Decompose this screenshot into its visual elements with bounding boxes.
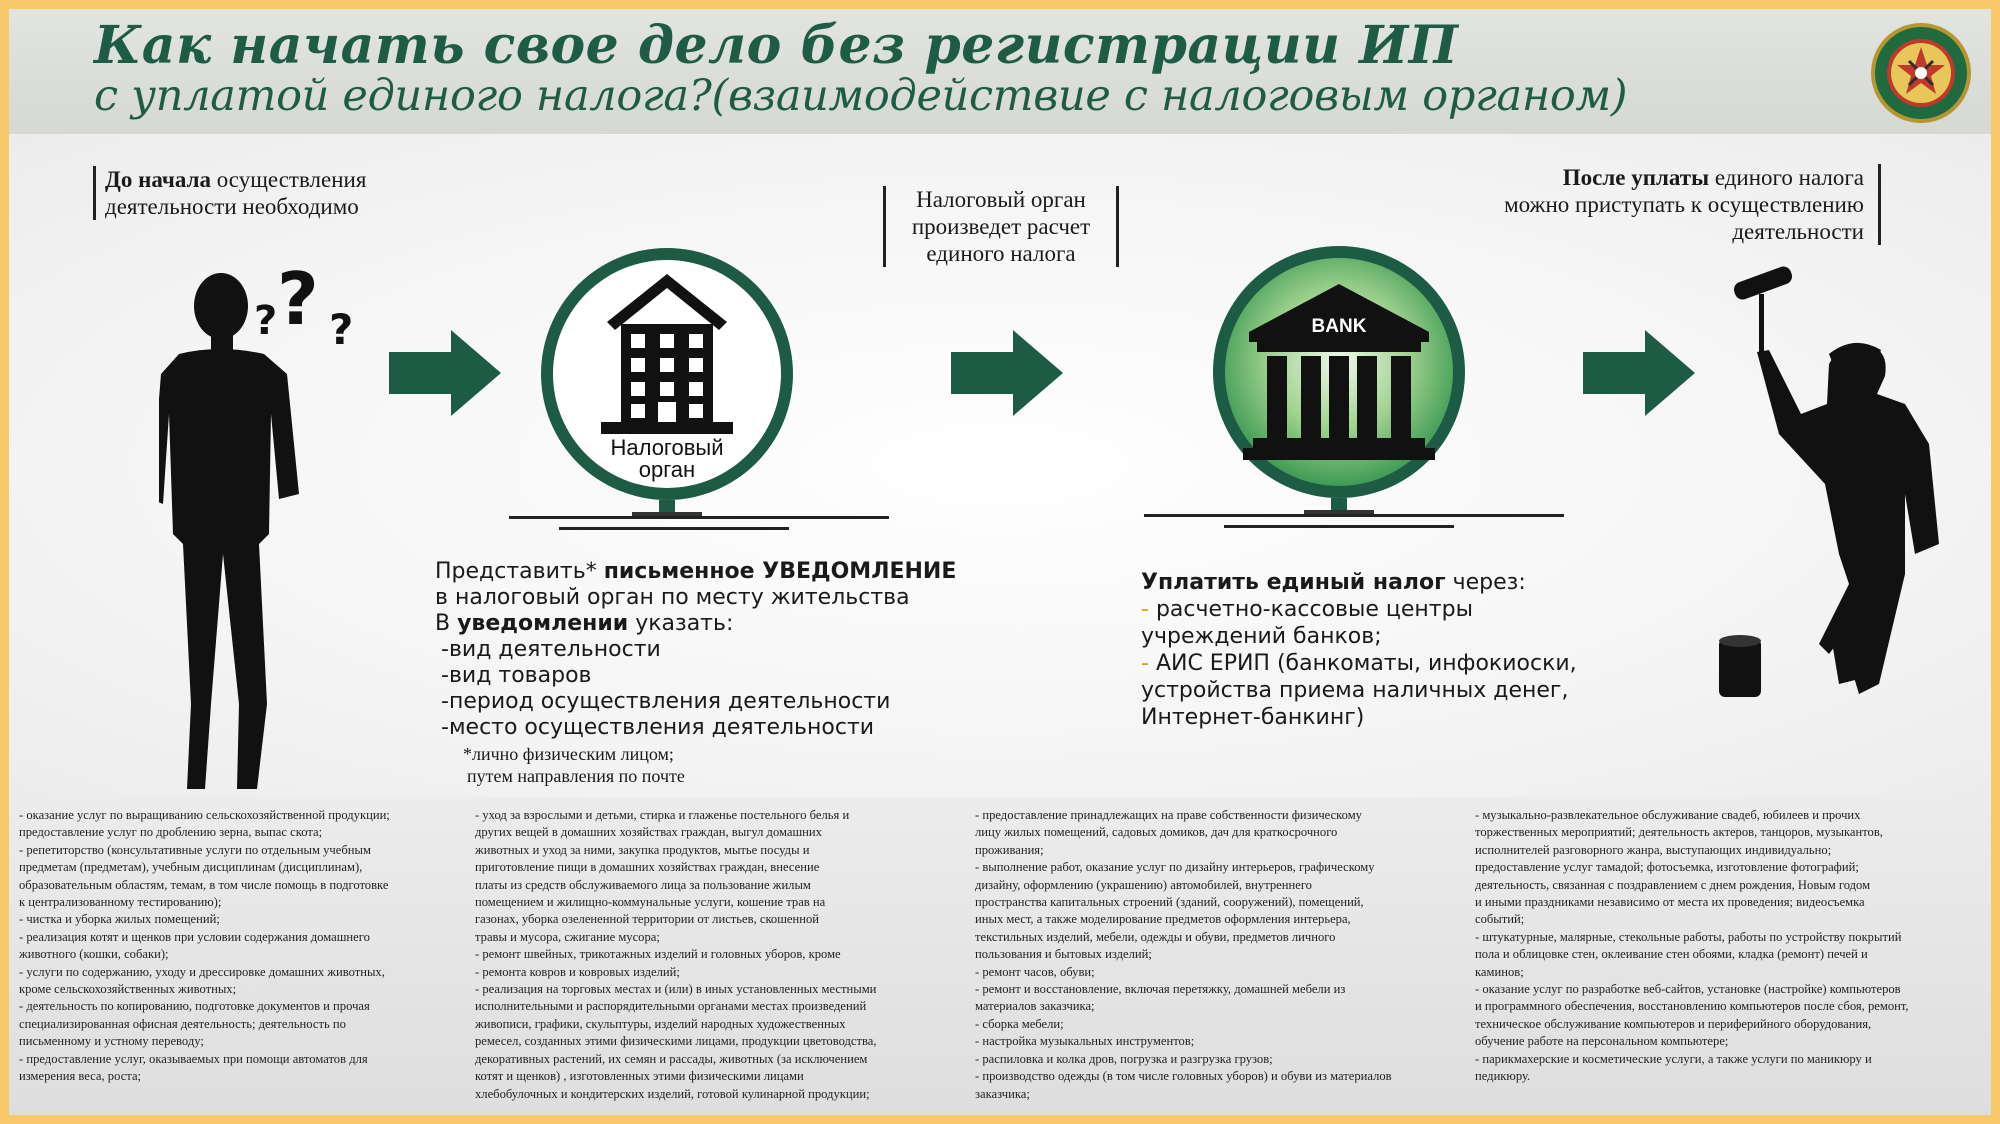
notify-line3-pre: В (435, 611, 458, 636)
list-item: - репетиторство (консультативные услуги по отдельным учебным (19, 842, 371, 857)
notify-footnote2: путем направления по почте (467, 766, 685, 786)
list-item: котят и щенков) , изготовленных этими физическими лицами (475, 1069, 804, 1084)
list-item: иных мест, а также моделирование предметов оформления интерьера, (975, 912, 1351, 927)
pay-item2-c: Интернет-банкинг) (1141, 705, 1365, 730)
activities-column-4 (1475, 807, 1987, 1086)
list-item: - сборка мебели; (975, 1016, 1064, 1031)
arrow-right-icon (389, 330, 509, 416)
list-item: пола и облицовке стен, оклеивание стен обоями, кладка (ремонт) печей и (1475, 947, 1868, 962)
page-title: Как начать свое дело без регистрации ИП (94, 15, 1459, 76)
list-item: текстильных изделий, мебели, одежды и обуви, предметов личного (975, 929, 1336, 944)
notify-line1 (435, 559, 956, 585)
list-item: - оказание услуг по выращиванию сельскохозяйственной продукции; (19, 808, 390, 822)
before-note-bold: До начала (105, 167, 211, 192)
person-thinking-icon (159, 244, 369, 804)
list-item: предоставление услуг тамадой; фотосъемка, изготовление фотографий; (1475, 860, 1859, 875)
painter-worker-icon (1709, 254, 1969, 734)
list-item: каминов; (1475, 964, 1524, 979)
list-item: и иными праздниками независимо от места их проведения; видеосъемка (1475, 895, 1865, 910)
pay-line1 (1141, 569, 1577, 596)
notify-item: -место осуществления деятельности (441, 715, 875, 740)
before-note-rest: осуществления (210, 167, 367, 192)
tax-calc-line3: единого налога (926, 241, 1076, 266)
list-item: образовательным областям, темам, в том числе помощь в подготовке (19, 877, 389, 892)
pay-item2 (1141, 650, 1577, 677)
list-item: исполнительными и распорядительными органами местах произведений (475, 999, 867, 1014)
process-area (9, 134, 1991, 797)
list-item: животных и уход за ними, закупка продуктов, мытье посуды и (475, 842, 810, 857)
list-item: - предоставление услуг, оказываемых при помощи автоматов для (19, 1051, 368, 1066)
pay-dash: - (1141, 651, 1149, 676)
list-item: других вещей в домашних хозяйствах граждан, выгул домашних (475, 825, 822, 840)
arrow-right-icon (1583, 330, 1703, 416)
list-item: - чистка и уборка жилых помещений; (19, 912, 220, 927)
tax-calc-line1: Налоговый орган (916, 187, 1086, 212)
list-item: обучение работе на персональном компьютере; (1475, 1034, 1729, 1049)
notify-line3-bold: уведомлении (457, 611, 629, 636)
after-note (1449, 164, 1881, 245)
notify-item: -вид деятельности (441, 637, 661, 662)
notify-footnote1: *лично физическим лицом; (463, 744, 674, 764)
list-item: предоставление услуг по дроблению зерна, выпас скота; (19, 825, 323, 840)
question-marks-icon (254, 257, 353, 354)
list-item: деятельность, связанная с поздравлением с днем рождения, Новым годом (1475, 877, 1871, 892)
notify-block (435, 559, 956, 787)
after-note-rest: единого налога (1709, 165, 1864, 190)
list-item: приготовление пищи в домашних хозяйствах граждан, внесение (475, 860, 820, 875)
list-item: - настройка музыкальных инструментов; (975, 1034, 1195, 1049)
tax-office-circle (537, 244, 797, 544)
list-item: - производство одежды (в том числе головных уборов) и обуви из материалов (975, 1069, 1392, 1084)
svg-text:?: ? (254, 298, 278, 344)
list-item: живописи, графики, скульптуры, изделий народных художественных (475, 1016, 846, 1031)
list-item: - деятельность по копированию, подготовке документов и прочая (19, 999, 370, 1014)
pay-dash: - (1141, 597, 1149, 622)
list-item: событий; (1475, 912, 1525, 927)
list-item: хлебобулочных и кондитерских изделий, готовой кулинарной продукции; (475, 1086, 870, 1101)
list-item: - ремонт и восстановление, включая перетяжку, домашней мебели из (975, 982, 1346, 997)
header (9, 9, 1991, 134)
list-item: пользования и бытовых изделий; (975, 947, 1152, 962)
list-item: - услуги по содержанию, уходу и дрессировке домашних животных, (19, 964, 385, 979)
emblem-icon (1869, 21, 1973, 125)
list-item: - музыкально-развлекательное обслуживание свадеб, юбилеев и прочих (1475, 808, 1861, 822)
list-item: помещением и жилищно-коммунальные услуги, кошение трав на (475, 895, 826, 910)
list-item: заказчика; (975, 1086, 1030, 1101)
before-note-line2: деятельности необходимо (105, 194, 359, 219)
pay-item2-b: устройства приема наличных денег, (1141, 678, 1569, 703)
after-note-bold: После уплаты (1562, 165, 1710, 190)
list-item: - штукатурные, малярные, стекольные работы, работы по устройству покрытий (1475, 929, 1902, 944)
list-item: проживания; (975, 842, 1044, 857)
list-item: техническое обслуживание компьютеров и периферийного оборудования, (1475, 1016, 1872, 1031)
bank-underline (1144, 512, 1564, 542)
list-item: дизайну, оформлению (украшению) автомобилей, внутреннего (975, 877, 1312, 892)
page-subtitle: с уплатой единого налога?(взаимодействие с налоговым органом) (94, 71, 1628, 121)
list-item: исполнителей разговорного жанра, выступающих индивидуально; (1475, 842, 1832, 857)
list-item: и программного обеспечения, восстановлению компьютеров после сбоя, ремонт, (1475, 999, 1909, 1014)
after-note-line3: деятельности (1732, 219, 1864, 244)
pay-block (1141, 569, 1577, 731)
list-item: - распиловка и колка дров, погрузка и разгрузка грузов; (975, 1051, 1273, 1066)
activities-column-2 (475, 807, 970, 1103)
tax-office-caption (567, 437, 767, 481)
notify-item: -вид товаров (441, 663, 592, 688)
list-item: - реализация на торговых местах и (или) в иных установленных местными (475, 982, 877, 997)
list-item: газонах, уборка озелененной территории от листьев, скошенной (475, 912, 820, 927)
tax-calc-line2: произведет расчет (911, 214, 1091, 239)
list-item: специализированная офисная деятельность; деятельность по (19, 1016, 346, 1031)
svg-text:?: ? (277, 257, 319, 341)
notify-line3-post: указать: (628, 611, 734, 636)
list-item: пространства капитальных строений (зданий, сооружений), помещений, (975, 895, 1364, 910)
svg-text:?: ? (329, 305, 354, 354)
list-item: к централизованному тестированию); (19, 895, 222, 910)
list-item: платы из средств обслуживаемого лица за пользование жилым (475, 877, 811, 892)
notify-line1-pre: Представить* (435, 559, 604, 584)
tax-office-caption-line2: орган (638, 457, 696, 482)
pay-line1-bold: Уплатить единый налог (1141, 570, 1446, 595)
list-item: педикюру. (1475, 1069, 1531, 1084)
tax-office-underline (509, 514, 889, 544)
notify-line2: в налоговый орган по месту жительства (435, 585, 910, 610)
notify-line1-bold: письменное УВЕДОМЛЕНИЕ (603, 559, 957, 584)
pay-line1-post: через: (1445, 570, 1526, 595)
arrow-right-icon (951, 330, 1071, 416)
bank-circle (1209, 242, 1469, 542)
pay-item1-a: расчетно-кассовые центры (1148, 597, 1473, 622)
list-item: лицу жилых помещений, садовых домиков, дач для краткосрочного (975, 825, 1338, 840)
infographic (9, 9, 1991, 1115)
list-item: - уход за взрослыми и детьми, стирка и глаженье постельного белья и (475, 808, 850, 822)
tax-office-caption-line1: Налоговый (610, 435, 724, 460)
bank-label: BANK (1311, 316, 1367, 337)
list-item: - ремонт часов, обуви; (975, 964, 1095, 979)
pay-item1-b: учреждений банков; (1141, 624, 1382, 649)
notify-item: -период осуществления деятельности (441, 689, 891, 714)
list-item: кроме сельскохозяйственных животных; (19, 982, 237, 997)
list-item: торжественных мероприятий; деятельность актеров, танцоров, музыкантов, (1475, 825, 1883, 840)
list-item: - реализация котят и щенков при условии содержания домашнего (19, 929, 370, 944)
activities-column-1 (19, 807, 469, 1086)
before-note (93, 166, 366, 220)
list-item: письменному и устному переводу; (19, 1034, 204, 1049)
list-item: - ремонт швейных, трикотажных изделий и головных уборов, кроме (475, 947, 841, 962)
list-item: измерения веса, роста; (19, 1069, 142, 1084)
list-item: ремесел, созданных этими физическими лицами, продукции цветоводства, (475, 1034, 877, 1049)
list-item: - выполнение работ, оказание услуг по дизайну интерьеров, графическому (975, 860, 1375, 875)
list-item: - парикмахерские и косметические услуги, а также услуги по маникюру и (1475, 1051, 1872, 1066)
list-item: травы и мусора, сжигание мусора; (475, 929, 660, 944)
after-note-line2: можно приступать к осуществлению (1504, 192, 1864, 217)
list-item: - ремонта ковров и ковровых изделий; (475, 964, 680, 979)
activities-list (9, 797, 1991, 1115)
tax-calc-note (883, 186, 1119, 267)
list-item: животного (кошки, собаки); (19, 947, 169, 962)
list-item: декоративных растений, их семян и рассады, животных (за исключением (475, 1051, 868, 1066)
list-item: - предоставление принадлежащих на праве собственности физическому (975, 808, 1362, 822)
list-item: - оказание услуг по разработке веб-сайтов, установке (настройке) компьютеров (1475, 982, 1901, 997)
list-item: предметам (предметам), учебным дисциплинам (дисциплинам), (19, 860, 363, 875)
list-item: материалов заказчика; (975, 999, 1095, 1014)
activities-column-3 (975, 807, 1465, 1103)
pay-item2-a: АИС ЕРИП (банкоматы, инфокиоски, (1148, 651, 1577, 676)
pay-item1 (1141, 596, 1577, 623)
notify-line3 (435, 611, 956, 637)
